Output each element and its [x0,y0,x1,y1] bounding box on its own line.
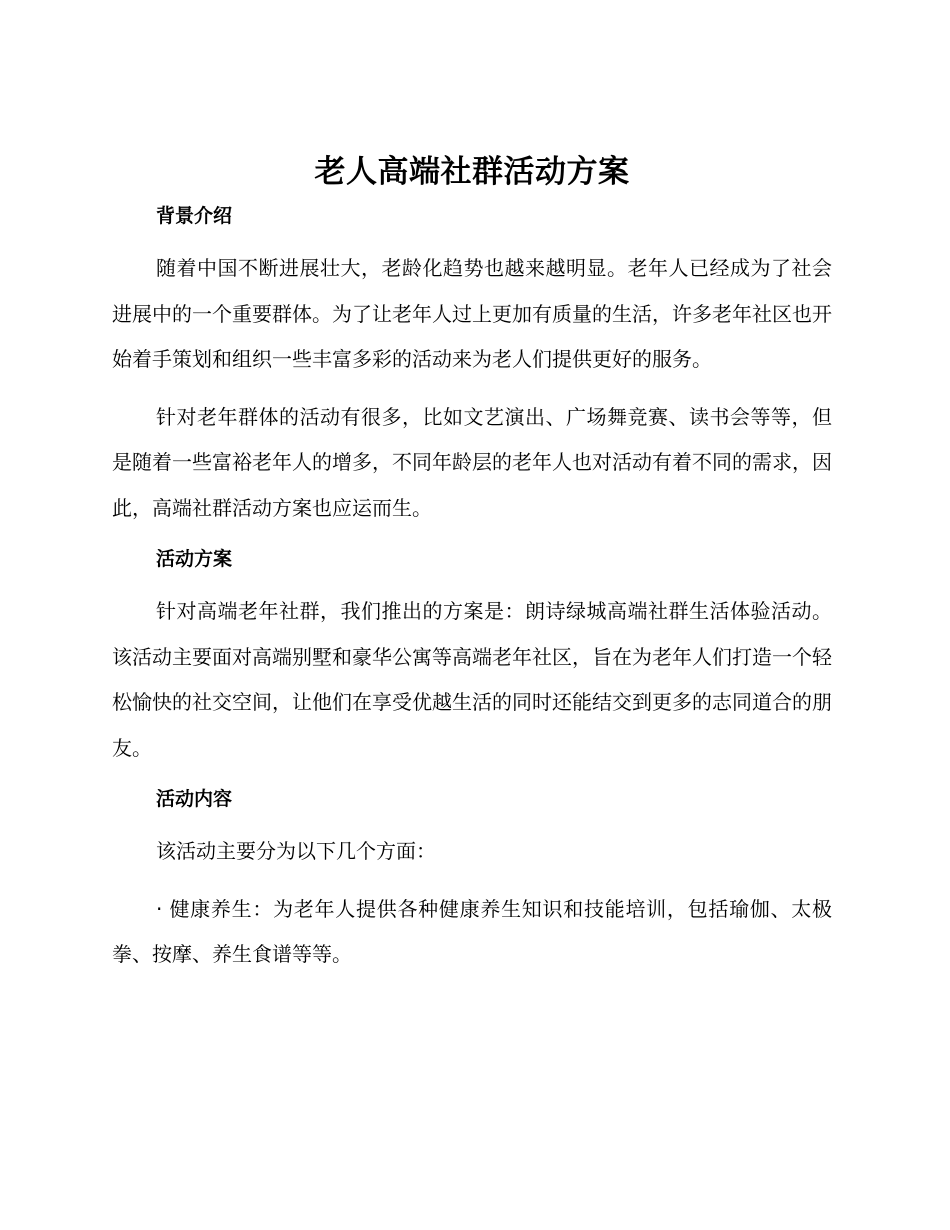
content-bullet-item: · 健康养生：为老年人提供各种健康养生知识和技能培训，包括瑜伽、太极拳、按摩、养生食谱等等。 [112,896,832,966]
background-paragraph-1: 随着中国不断进展壮大，老龄化趋势也越来越明显。老年人已经成为了社会进展中的一个重要群体。为了让老年人过上更加有质量的生活，许多老年社区也开始着手策划和组织一些丰富多彩的活动来为老人们提供更好的服务。 [112,256,832,371]
background-paragraph-2: 针对老年群体的活动有很多，比如文艺演出、广场舞竞赛、读书会等等，但是随着一些富裕老年人的增多，不同年龄层的老年人也对活动有着不同的需求，因此，高端社群活动方案也应运而生。 [112,404,832,520]
section-heading-content: 活动内容 [156,788,233,810]
section-heading-plan: 活动方案 [156,548,233,570]
section-heading-background: 背景介绍 [156,205,233,227]
document-title: 老人高端社群活动方案 [314,154,630,190]
content-intro-paragraph: 该活动主要分为以下几个方面： [156,839,436,863]
plan-paragraph-1: 针对高端老年社群，我们推出的方案是：朗诗绿城高端社群生活体验活动。该活动主要面对高端别墅和豪华公寓等高端老年社区，旨在为老年人们打造一个轻松愉快的社交空间，让他们在享受优越生活的同时还能结交到更多的志同道合的朋友。 [112,599,832,760]
document-page [112,150,832,990]
